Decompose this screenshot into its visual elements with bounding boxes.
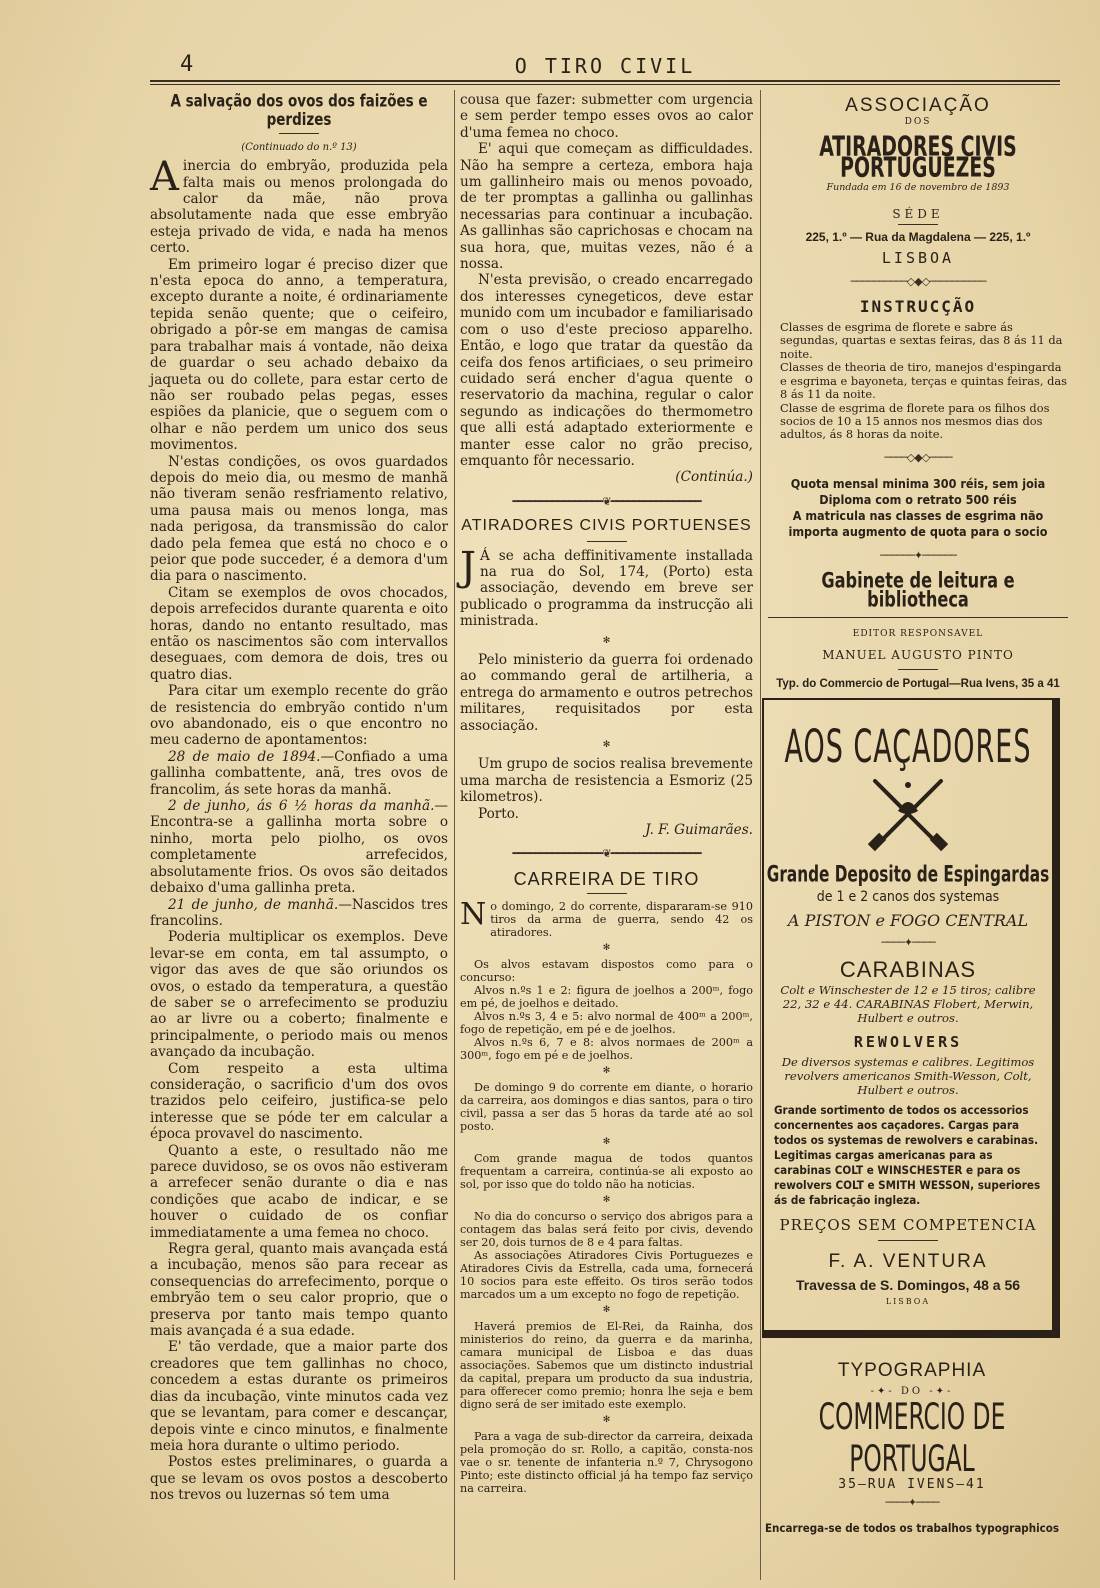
paragraph: Para a vaga de sub-director da carreira, deixada pela promoção do sr. Rollo, a capitão, consta-nos vae o sr. tenente de infanteria n.º 7, Chrysogono Pinto; este distincto official já ha tempo faz serviço na carreira. (460, 1430, 753, 1496)
title-rule (279, 133, 319, 134)
paragraph: As associações Atiradores Civis Portuguezes e Atiradores Civis da Estrella, cada uma, fornecerá 10 socios para este effeito. Os tiros serão todos marcados um a um excepto no fogo de repetição. (460, 1249, 753, 1302)
paragraph: Postos estes preliminares, o guarda a que se levam os ovos postos a descoberto nos trevos ou luzernas só tem uma (150, 1454, 448, 1504)
paragraph: No dia do concurso o serviço dos abrigos para a contagem das balas será feito por civis, devendo ser 20, dois turnos de 8 e 4 para faltas. (460, 1210, 753, 1250)
newspaper-title: O TIRO CIVIL (514, 54, 696, 78)
page-header (150, 52, 1060, 82)
paragraph: Com grande magua de todos quantos frequentam a carreira, continúa-se ali exposto ao sol, por isso que do toldo não ha noticias. (460, 1152, 753, 1192)
ad-carabinas: CARABINAS (839, 957, 977, 982)
ornament-divider: ──────✦────── (880, 549, 956, 563)
ornament-divider: ━━━━━━━━━━━━━━━━❦━━━━━━━━━━━━━━━━ (512, 494, 701, 508)
drop-cap: J (460, 543, 477, 590)
assoc-heading: ASSOCIAÇÃO (845, 95, 991, 116)
paragraph: Pelo ministerio da guerra foi ordenado ao commando geral de artilheria, a entrega do armamento e outros petrechos militares, requisitados por esta associação. (460, 652, 753, 734)
continued-note: (Continuado do n.º 13) (241, 141, 357, 153)
title-rule (898, 224, 938, 225)
assoc-dos: DOS (904, 117, 932, 128)
instruction-heading: INSTRUCÇÃO (859, 296, 977, 316)
page-number: 4 (180, 52, 194, 77)
paragraph: De domingo 9 do corrente em diante, o horario da carreira, aos domingos e dias santos, para o tiro civil, passa a ser das 5 horas da tarde até ao sol posto. (460, 1081, 753, 1134)
section-title: ATIRADORES CIVIS PORTUENSES (461, 517, 752, 535)
drop-cap: A (150, 154, 179, 201)
paragraph: E' tão verdade, que a maior parte dos creadores que tem gallinhas no choco, concedem a estas durante os primeiros dias da incubação, vinte minutos cada vez que se levantam, para comer e descançar, depois vinte e cinco minutos, e finalmente meia hora durante o ultimo periodo. (150, 1339, 448, 1454)
column-2 (460, 92, 753, 1495)
hunters-advertisement (762, 698, 1060, 1338)
ad-city: LISBOA (885, 1297, 931, 1306)
ad-street: Travessa de S. Domingos, 48 a 56 (795, 1277, 1021, 1293)
title-rule (587, 893, 627, 894)
paragraph: Haverá premios de El-Rei, da Rainha, dos ministerios do reino, da guerra e da marinha, camara municipal de Lisboa e das duas associações. Sabemos que um distincto industrial da capital, prepara um producto da sua industria, para offerecer como premio; honra lhe seja e bem digno será de ser imitado este exemplo. (460, 1320, 753, 1412)
typo-company: COMMERCIO DE PORTUGAL (818, 1397, 1006, 1481)
column-1 (150, 92, 448, 1504)
place: Porto. (478, 805, 520, 822)
ad-carabinas-text: Colt e Winschester de 12 e 15 tiros; calibre 22, 32 e 44. CARABINAS Flobert, Merwin, Hulbert e outros. (780, 983, 1036, 1025)
editor-label: EDITOR RESPONSAVEL (852, 629, 984, 640)
assoc-name: ATIRADORES CIVIS PORTUGUEZES (819, 130, 1017, 184)
ad-owner: F. A. VENTURA (828, 1251, 988, 1272)
section-title: CARREIRA DE TIRO (513, 868, 700, 889)
typography-advertisement (762, 1360, 1062, 1535)
paragraph: No domingo, 2 do corrente, dispararam-se 910 tiros da arma de guerra, sendo 42 os atiradores. (460, 897, 753, 940)
ad-rewolvers: REWOLVERS (853, 1033, 963, 1051)
header-rule (150, 80, 1060, 85)
paragraph: Citam se exemplos de ovos chocados, depois arrefecidos durante quarenta e oito horas, dando no entanto resultado, mas então os nascimentos são com intervallos deseguaes, com demora de dois, tres ou quatro dias. (150, 584, 448, 683)
star-separator: ✻ (602, 1137, 611, 1148)
typo-tagline: Encarrega-se de todos os trabalhos typographicos (764, 1521, 1060, 1535)
ad-assortment: Grande sortimento de todos os accessorios concernentes aos caçadores. Cargas para todos os systemas de rewolvers e carabinas. Legitimas cargas americanas para as carabinas COLT e WINSCHESTER e para os rewolvers COLT e SMITH WESSON, superiores ás de fabricação ingleza. (774, 1103, 1041, 1207)
ad-rewolvers-text: De diversos systemas e calibres. Legitimos revolvers americanos Smith-Wesson, Colt, Hulbert e outros. (781, 1055, 1035, 1097)
class-item: Classes de theoria de tiro, manejos d'espingarda e esgrima e bayoneta, terças e quintas feiras, das 8 ás 11 da noite. (780, 360, 1068, 402)
assoc-address: 225, 1.º — Rua da Magdalena — 225, 1.º (805, 230, 1031, 245)
column-3 (768, 92, 1068, 693)
paragraph: J Á se acha deffinitivamente installada na rua do Sol, 174, (Porto) esta associação, devendo em breve ser publicado o programma da instrucção ali ministrada. (460, 543, 753, 630)
classes-list (768, 321, 1068, 442)
class-item: Classes de esgrima de florete e sabre ás segundas, quartas e sextas feiras, das 8 ás 11 da noite. (780, 320, 1063, 361)
title-rule (898, 669, 938, 670)
crossed-rifles-icon (863, 773, 953, 853)
paragraph: Regra geral, quanto mais avançada está a incubação, menos são para recear as consequencias do arrefecimento, porque o embryão tem o seu calor proprio, que o preserva por tanto mais tempo quanto mais avançada é a sua edade. (150, 1241, 448, 1340)
ad-deposit: Grande Deposito de Espingardas (766, 862, 1050, 888)
ornament-divider: ────✦──── (881, 936, 935, 949)
typo-do: -✦- DO -✦- (870, 1386, 954, 1397)
quota-info (768, 476, 1068, 540)
column-divider (454, 90, 455, 1580)
star-separator: ✻ (602, 1195, 611, 1206)
quota-line: Quota mensal minima 300 réis, sem joia (790, 476, 1046, 492)
ornament-divider: ────◇◆◇──── (884, 450, 952, 464)
rule (768, 617, 1068, 618)
paragraph: 2 de junho, ás 6 ½ horas da manhã.—Encontra-se a gallinha morta sobre o ninho, morta pelo piolho, os ovos completamente arrefecidos, absolutamente frios. Os ovos são deitados debaixo d'uma gallinha preta. (150, 798, 448, 897)
ornament-divider: ━━━━━━━━━━━━━━━━❦━━━━━━━━━━━━━━━━ (512, 847, 701, 861)
paragraph: Em primeiro logar é preciso dizer que n'esta epoca do anno, a temperatura, excepto durante a noite, é ordinariamente tepida senão quente; que o ceifeiro, obrigado a pôr-se em mangas de camisa para trabalhar mais á vontade, não deixa de guardar o seu achado debaixo da jaqueta ou do collete, para estar certo de não ser roubado pelas pegas, esses espiões da planicie, que o seguem com o olhar e não perdem um unico dos seus movimentos. (150, 256, 448, 454)
title-rule (587, 541, 627, 542)
star-separator: ✻ (602, 1305, 611, 1316)
sede-label: SÉDE (892, 207, 944, 222)
paragraph: Alvos n.ºs 3, 4 e 5: alvo normal de 400ᵐ a 200ᵐ, fogo de repetição, em pé e de joelhos. (460, 1010, 753, 1037)
assoc-city: LISBOA (881, 248, 955, 267)
typo-address: 35—RUA IVENS—41 (838, 1477, 986, 1492)
title-rule (878, 1240, 938, 1241)
class-item: Classe de esgrima de florete para os filhos dos socios de 10 a 15 annos nos mesmos dias dos adultos, ás 8 horas da noite. (780, 400, 1050, 442)
paragraph: Alvos n.ºs 6, 7 e 8: alvos normaes de 200ᵐ a 300ᵐ, fogo em pé e de joelhos. (460, 1036, 753, 1063)
ad-canos: de 1 e 2 canos dos systemas (816, 889, 1000, 905)
column-divider (760, 90, 761, 1580)
continua-note: (Continúa.) (675, 469, 753, 486)
typo-heading: TYPOGRAPHIA (837, 1360, 987, 1381)
paragraph: Ainercia do embryão, produzida pela falta mais ou menos prolongada do calor da mãe, não prova absolutamente nada que esse embryão esteja privado de vida, e nada ha menos certo. (150, 154, 448, 257)
library-heading: Gabinete de leitura e bibliotheca (821, 567, 1015, 613)
ornament-divider: ──────────◇◆◇────────── (850, 275, 986, 289)
paragraph: N'esta previsão, o creado encarregado dos interesses cynegeticos, deve estar munido com um incubador e familiarisado com o uso d'este precioso apparelho. Então, e logo que tratar da questão da ceifa dos fenos artificiaes, o seu primeiro cuidado será encher d'agua quente o reservatorio da machina, regular o calor segundo as indicações do thermometro que alli está adaptado exteriormente e manter esse calor no grão preciso, emquanto fôr necessario. (460, 272, 753, 469)
paragraph: Um grupo de socios realisa brevemente uma marcha de resistencia a Esmoriz (25 kilometros). (460, 756, 753, 806)
paragraph: Os alvos estavam dispostos como para o concurso: (460, 958, 753, 985)
ornament-divider: ────✦──── (885, 1496, 939, 1509)
printer-line: Typ. do Commercio de Portugal—Rua Ivens, 35 a 41 (776, 678, 1060, 691)
article-title: A salvação dos ovos dos faizões e perdizes (170, 90, 428, 130)
paragraph: 21 de junho, de manhã.—Nascidos tres francolins. (150, 896, 448, 929)
paragraph: Quanto a este, o resultado não me parece duvidoso, se os ovos não estiveram a arrefecer senão durante o dia e nas condições que acabo de indicar, e se houver o cuidado de os confiar immediatamente a uma femea no choco. (150, 1142, 448, 1241)
star-separator: ✻ (602, 1066, 611, 1077)
section-body (460, 897, 753, 1496)
editor-name: MANUEL AUGUSTO PINTO (822, 647, 1014, 662)
signature: J. F. Guimarães. (645, 822, 753, 839)
paragraph: N'estas condições, os ovos guardados depois do meio dia, ou mesmo de manhã não tiveram senão resfriamento relativo, uma pausa mais ou menos longa, mas nada perigosa, da transmissão do calor dado pela femea que está no choco e o peior que pode succeder, é a demora d'um dia para o nascimento. (150, 453, 448, 585)
ad-title: AOS CAÇADORES (784, 721, 1032, 774)
drop-cap: N (460, 897, 487, 933)
paragraph: Alvos n.ºs 1 e 2: figura de joelhos a 200ᵐ, fogo em pé, de joelhos e deitado. (460, 984, 753, 1011)
star-separator: ✻ (602, 1415, 611, 1426)
star-separator: ✻ (602, 943, 611, 954)
paragraph: cousa que fazer: submetter com urgencia e sem perder tempo esses ovos ao calor d'uma femea no choco. (460, 92, 753, 141)
ad-piston: A PISTON e FOGO CENTRAL (787, 911, 1029, 930)
star-separator: ✻ (602, 635, 611, 646)
quota-line: Diploma com o retrato 500 réis (819, 492, 1017, 508)
paragraph: Poderia multiplicar os exemplos. Deve levar-se em conta, em tal assumpto, o vigor das aves de que são oriundos os ovos, o estado da temperatura, a questão de saber se o arrefecimento se produziu ao ar livre ou a coberto; finalmente e principalmente, o periodo mais ou menos avançado da incubação. (150, 929, 448, 1061)
paragraph: 28 de maio de 1894.—Confiado a uma gallinha combattente, anã, tres ovos de francolim, ás sete horas da manhã. (150, 748, 448, 798)
paragraph: E' aqui que começam as difficuldades. Não ha sempre a certeza, embora haja um gallinheiro mais ou menos povoado, de ter promptas a gallinha ou gallinhas necessarias para continuar a incubação. As gallinhas são caprichosas e chocam na sua hora, que, muitas vezes, não é a nossa. (460, 141, 753, 273)
quota-line: A matricula nas classes de esgrima não importa augmento de quota para o socio (788, 508, 1048, 540)
founded-date: Fundada em 16 de novembro de 1893 (826, 181, 1010, 193)
ad-prices: PREÇOS SEM COMPETENCIA (779, 1216, 1037, 1234)
star-separator: ✻ (602, 740, 611, 751)
paragraph: Para citar um exemplo recente do grão de resistencia do embryão contido n'um ovo abandonado, eis o que encontro no meu caderno de apontamentos: (150, 683, 448, 749)
paragraph: Com respeito a esta ultima consideração, o sacrificio d'um dos ovos trazidos pelo ceifeiro, justifica-se pelo interesse que se póde ter em calcular a época provavel do nascimento. (150, 1060, 448, 1143)
